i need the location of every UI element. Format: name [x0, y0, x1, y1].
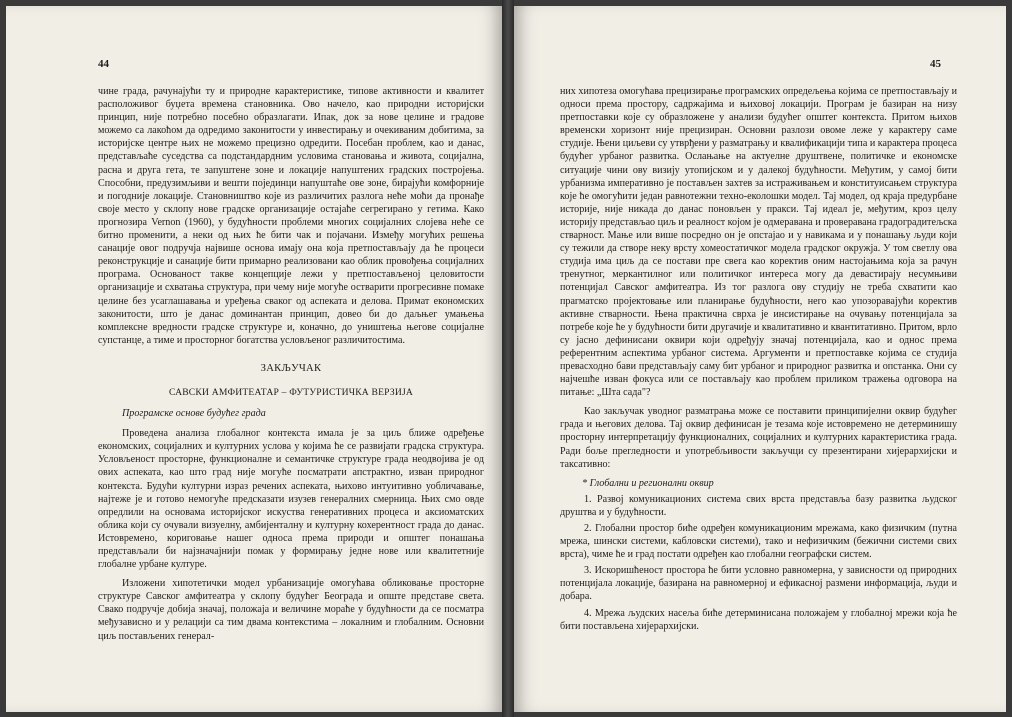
left-page	[6, 6, 502, 712]
left-text-block	[98, 85, 484, 643]
paragraph: Као закључак уводног разматрања може се поставити принципијелни оквир будућег града и његових делова. Тај оквир дефинисан је тезама које истовремено не детерминишу просторну интерпретацију функционалних, социјалних и културних карактеристика града. Ради боље прегледности и употребљивости закључци су презентирани хијерархијски и таксативно:	[560, 406, 957, 470]
list-item: 4. Мрежа људских насеља биће детерминисана положајем у глобалној мрежи која ће бити постављена хијерархијски.	[560, 607, 957, 632]
paragraph: чине града, рачунајући ту и природне карактеристике, типове активности и квалитет расположивог буџета времена становника. Ово начело, као природни историјски принцип, није потребно посебно образлагати. Ипак, док за нове целине и градове можемо са лакоћом да одредимо законитости у инвестирању и очекиваним добитима, за историјске центре њих не можемо прецизно одредити. Посебан проблем, као и данас, представљаће суседства са подстандардним условима становања и живота, социјална, расна и друга гета, те запуштене зоне и локације напуштених градских постројења. Способни, предузимљиви и вешти појединци напуштаће ове зоне, бирајући комфорније и погодније локације. Становништво које из различитих разлога неће моћи да пронађе своје место у склопу нове градске организације остајаће сегрегирано у гетима. Како прогнозира Vernon (1960), у будућности проблеми многих социјалних слојева неће се битно променити, а неки од њих ће бити чак и појачани. Између могућих решења санације овог подручја највише основа имају она која претпостављају да ће процеси реконструкције и санације бити примарно реализовани као облик провођења социјалних програма. Основаност такве концепције лежи у претпостављеној целовитости организације и схватања структура, при чему није могуће остварити прогресивне помаке целине без усаглашавања и уређења сваког од аспеката и делова. Примат економских законитости, што је данас доминантан принцип, довео би до даљњег умањења комплексне вредности градске структуре и, коначно, до уништења његове социјалне супстанце, а тиме и просторног богатства условљеног различитостима.	[98, 86, 484, 346]
page-number: 44	[98, 58, 109, 70]
book-gutter	[502, 0, 514, 717]
list-item: 3. Искоришћеност простора ће бити условно равномерна, у зависности од природних потенцијала локације, базирана на равномерној и ефикасној размени информација, људи и добара.	[560, 565, 957, 603]
paragraph: них хипотеза омогућава прецизирање програмских опредељења којима се претпостављају и односи према простору, садржајима и њиховој локацији. Програм је базиран на низу претпоставки које су образложене у анализи будућег општег контекста. Притом њихов временски хоризонт није прецизиран. Основни разлози овоме леже у карактеру саме студије. Њени циљеви су утврђени у разматрању и квалификацији типа и карактера процеса будућег урбаног развитка. Ослањање на актуелне друштвене, политичке и економске ситуације чини ову визију утопијском и у далекој будућности. Међутим, у самој бити урбанизма императивно је постављен захтев за истраживањем и конституисањем структура које ће омогућити један равнотежни техно-еколошки модел. Тај модел, од краја предурбане историје, није никада до данас поновљен у пракси. Тај идеал је, међутим, кроз целу историју представљао циљ и реалност којом је одмеравана и проверавана градоградитељска стварност. Мање или више посредно он је опстајао и у навикама и у понашању људи који су тежили да створе неку врсту хомеостатичког модела градског окружја. У том светлу ова студија има циљ да се постави пре свега као коректив оним настојањима која за рачун тренутног, меркантилног или политичког интереса могу да девастирају несумњиви потенцијал Савског амфитеатра. Из тог разлога ову студију не треба схватити као прагматско пројектовање или планирање будућности, него као упозоравајући коректив активне стварности. Њена практична сврха је инсистирање на очувању потенцијала за потребе које ће у будућности бити другачије и квалитативно и квантитативно. Притом, врло су јасно дефинисани оквири који одређују значај потенцијала, као и однос према референтним аспектима урбаног система. Аргументи и претпоставке којима се студија превасходно бави представљају саму бит урбаног и природног развитка и опстанка. Они су најчешће изван фокуса или се постављају као проблем приликом тражења одговора на питање: „Шта сада"?	[560, 86, 957, 399]
list-heading: * Глобални и регионални оквир	[582, 477, 714, 489]
right-text-block	[560, 85, 957, 636]
italic-heading: Програмске основе будућег града	[122, 408, 266, 420]
list-item: 1. Развој комуникационих система свих врста представља базу развитка људског друштва и у будућности.	[560, 493, 957, 518]
section-title: ЗАКЉУЧАК	[260, 362, 322, 374]
list-item: 2. Глобални простор биће одређен комуникационим мрежама, како физичким (путна мрежа, шински системи, кабловски системи), тако и нефизичким (бежични системи свих врста), чиме ће и град постати одређен као глобални географски систем.	[560, 523, 957, 561]
page-number: 45	[930, 58, 941, 70]
paragraph: Изложени хипотетички модел урбанизације омогућава обликовање просторне структуре Савског амфитеатра у склопу будућег Београда и опште представе света. Свако подручје добија значај, положаја и величине мораће у будућности да се посматра међузависно и у релацији са тим двама контекстима – локалним и глобалним. Основни циљ постављених генерал-	[98, 578, 484, 642]
right-page	[514, 6, 1006, 712]
subsection-title: САВСКИ АМФИТЕАТАР – ФУТУРИСТИЧКА ВЕРЗИЈА	[168, 386, 414, 398]
paragraph: Проведена анализа глобалног контекста имала је за циљ ближе одређење економских, социјалних и културних услова у којима ће се развијати градска структура. Условљеност просторне, функционалне и семантичке структуре града неодвојива је од ових аспеката, као што град није могуће посматрати апстрактно, изван природног контекста. Будући културни израз речених аспеката, њихово интуитивно уобличавање, најтеже је и готово немогуће предсказати изузев генералних смерница. Њих смо овде опредлили на основама историјског искуства генеративних процеса и аксиоматских облика који су очували визуелну, амбијенталну и културну кохерентност града до данас. Истовремено, кориговање нашег односа према природи и општег понашања представљали би најзначајнији помак у формирању једне нове или квалитетније глобалне урбане културе.	[98, 428, 484, 571]
